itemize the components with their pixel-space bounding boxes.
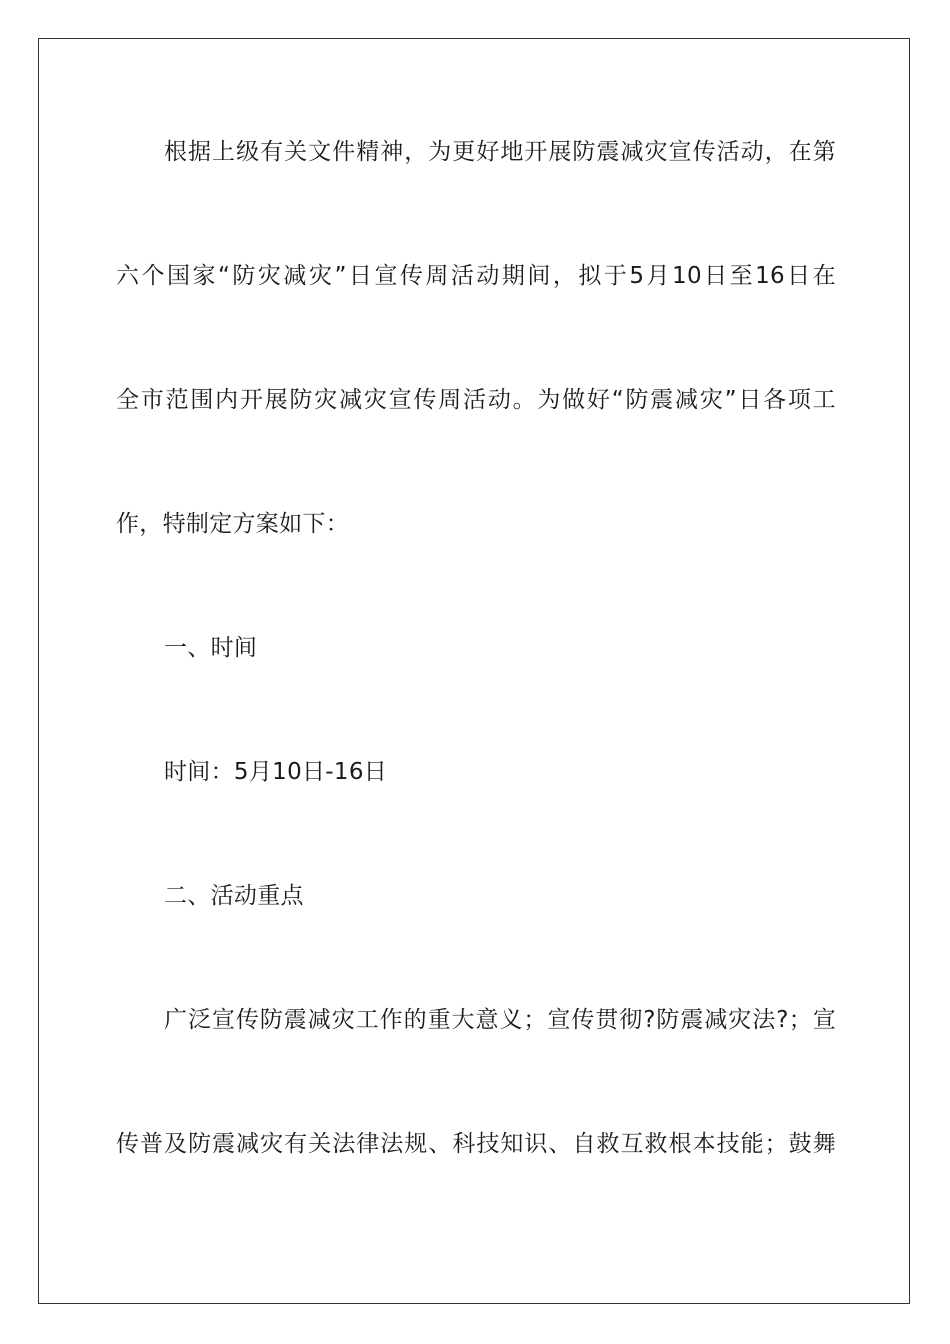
paragraph-intro-line-3: 全市范围内开展防灾减灾宣传周活动。为做好“防震减灾”日各项工 xyxy=(116,387,836,413)
section-heading-time: 一、时间 xyxy=(164,635,258,661)
section-heading-focus: 二、活动重点 xyxy=(164,883,304,909)
paragraph-intro-line-4: 作，特制定方案如下： xyxy=(116,511,349,537)
paragraph-intro-line-1: 根据上级有关文件精神，为更好地开展防震减灾宣传活动，在第 xyxy=(164,139,836,165)
page-border xyxy=(38,38,910,1304)
time-detail: 时间：5月10日-16日 xyxy=(164,759,388,785)
paragraph-intro-line-2: 六个国家“防灾减灾”日宣传周活动期间，拟于5月10日至16日在 xyxy=(116,263,836,289)
paragraph-focus-line-1: 广泛宣传防震减灾工作的重大意义；宣传贯彻?防震减灾法?；宣 xyxy=(164,1007,836,1033)
paragraph-focus-line-2: 传普及防震减灾有关法律法规、科技知识、自救互救根本技能；鼓舞 xyxy=(116,1131,836,1157)
